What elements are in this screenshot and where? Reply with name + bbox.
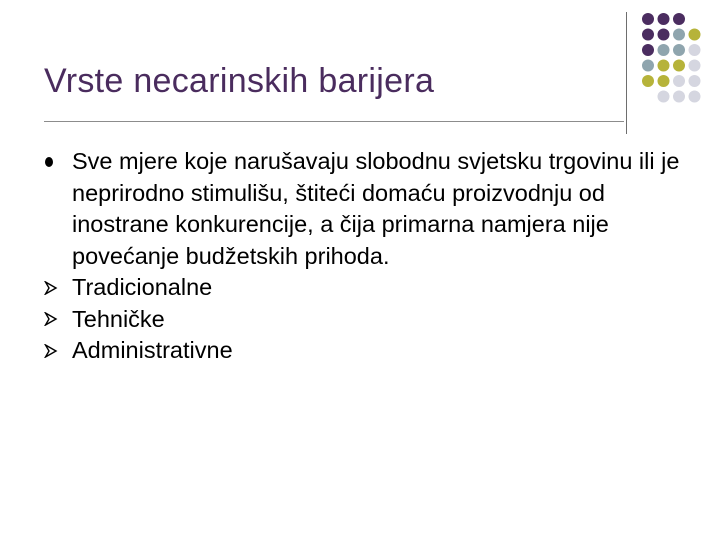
decorative-dot xyxy=(642,75,654,87)
decorative-dot xyxy=(642,60,654,72)
slide-title: Vrste necarinskih barijera xyxy=(44,62,435,100)
bullet-text: Tradicionalne xyxy=(72,274,213,300)
decorative-dot xyxy=(673,44,685,56)
disc-bullet-icon xyxy=(44,146,66,178)
decorative-dot xyxy=(658,91,670,103)
bullet-item-tradicionalne xyxy=(44,272,694,304)
bullet-item-definition xyxy=(44,146,694,272)
arrow-bullet-icon xyxy=(44,272,66,304)
decorative-dot xyxy=(658,13,670,25)
decorative-dot xyxy=(658,29,670,41)
decorative-dot xyxy=(673,75,685,87)
decorative-dot xyxy=(658,44,670,56)
decorative-dot xyxy=(658,75,670,87)
decorative-dot xyxy=(642,44,654,56)
arrow-bullet-icon xyxy=(44,335,66,367)
arrow-bullet-icon xyxy=(44,304,66,336)
bullet-text: Administrativne xyxy=(72,337,233,363)
decorative-dot xyxy=(673,60,685,72)
decorative-dot xyxy=(673,29,685,41)
bullet-text: Tehničke xyxy=(72,305,165,332)
decorative-dot xyxy=(642,13,654,25)
decorative-dot xyxy=(658,60,670,72)
bullet-item-administrativne xyxy=(44,335,694,367)
decorative-dot-grid xyxy=(640,12,720,122)
title-underline xyxy=(44,121,624,122)
bullet-text: Sve mjere koje narušavaju slobodnu svjetsku trgovinu ili je neprirodno stimulišu, štiteći domaću proizvodnju od inostrane konkurencije, a čija primarna namjera nije povećanje budžetskih prihoda. xyxy=(72,148,680,269)
decorative-dot xyxy=(689,44,701,56)
decorative-dot xyxy=(689,29,701,41)
bullet-list xyxy=(44,146,694,367)
decorative-dot xyxy=(673,13,685,25)
decorative-dot xyxy=(689,91,701,103)
decorative-dot xyxy=(642,29,654,41)
decorative-dot xyxy=(689,60,701,72)
decorative-dot xyxy=(689,75,701,87)
vertical-divider xyxy=(626,12,627,134)
decorative-dot xyxy=(673,91,685,103)
bullet-item-tehnicke xyxy=(44,304,694,336)
